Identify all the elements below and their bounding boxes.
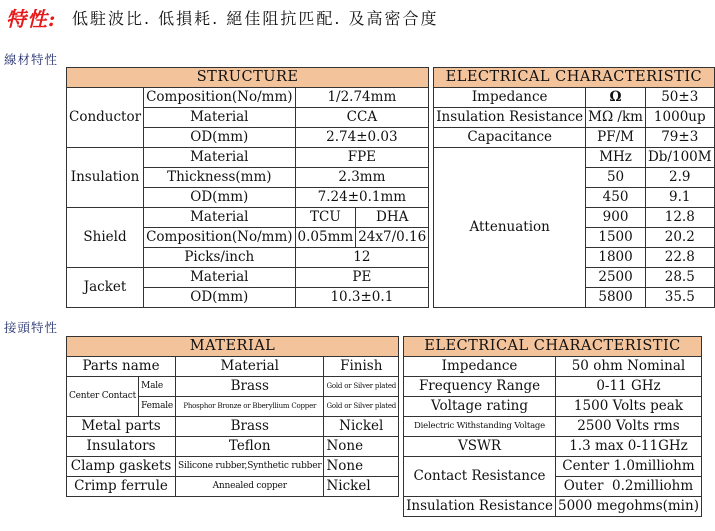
insulation-resistance-unit: MΩ /km bbox=[586, 108, 646, 128]
capacitance-label: Capacitance bbox=[434, 128, 586, 148]
spec-value: DHA bbox=[356, 208, 429, 228]
electrical-value: 0-11 GHz bbox=[555, 377, 701, 397]
insulation-resistance-label: Insulation Resistance bbox=[434, 108, 586, 128]
cable-spec-table bbox=[66, 67, 715, 308]
female-label: Female bbox=[139, 397, 176, 417]
male-label: Male bbox=[139, 377, 176, 397]
attenuation-freq: 1800 bbox=[586, 248, 646, 268]
conductor-group-label: Conductor bbox=[67, 88, 144, 148]
spec-label: OD(mm) bbox=[144, 188, 295, 208]
electrical-label: Voltage rating bbox=[404, 397, 556, 417]
attenuation-db: 2.9 bbox=[645, 168, 714, 188]
electrical-value: 1500 Volts peak bbox=[555, 397, 701, 417]
electrical-label: Frequency Range bbox=[404, 377, 556, 397]
spec-label: Composition(No/mm) bbox=[144, 228, 295, 248]
part-finish: None bbox=[324, 457, 399, 477]
connector-insulation-resistance-label: Insulation Resistance bbox=[404, 497, 556, 517]
attenuation-db: 20.2 bbox=[645, 228, 714, 248]
spec-label: Material bbox=[144, 268, 295, 288]
contact-resistance-label: Contact Resistance bbox=[404, 457, 556, 497]
part-finish: Gold or Silver plated bbox=[324, 377, 399, 397]
insulation-group-label: Insulation bbox=[67, 148, 144, 208]
part-material: Silicone rubber,Synthetic rubber bbox=[176, 457, 324, 477]
attenuation-freq: 50 bbox=[586, 168, 646, 188]
spec-value: 12 bbox=[295, 248, 429, 268]
attenuation-freq: 1500 bbox=[586, 228, 646, 248]
attenuation-col-db: Db/100M bbox=[645, 148, 714, 168]
spec-value: CCA bbox=[295, 108, 429, 128]
spec-value: 1/2.74mm bbox=[295, 88, 429, 108]
spec-value: 0.05mm bbox=[295, 228, 356, 248]
part-finish: Nickel bbox=[324, 477, 399, 497]
finish-column-header: Finish bbox=[324, 357, 399, 377]
spec-label: Composition(No/mm) bbox=[144, 88, 295, 108]
attenuation-db: 28.5 bbox=[645, 268, 714, 288]
impedance-unit: Ω bbox=[586, 88, 646, 108]
attenuation-db: 22.8 bbox=[645, 248, 714, 268]
shield-group-label: Shield bbox=[67, 208, 144, 268]
part-finish: Gold or Silver plated bbox=[324, 397, 399, 417]
material-column-header: Material bbox=[176, 357, 324, 377]
part-material: Phosphor Bronze or Bberyllium Copper bbox=[176, 397, 324, 417]
spec-label: Thickness(mm) bbox=[144, 168, 295, 188]
electrical-label: Dielectric Withstanding Voltage bbox=[404, 417, 556, 437]
spec-value: 2.3mm bbox=[295, 168, 429, 188]
part-finish: Nickel bbox=[324, 417, 399, 437]
spec-label: OD(mm) bbox=[144, 288, 295, 308]
impedance-label: Impedance bbox=[434, 88, 586, 108]
electrical-value: 50 ohm Nominal bbox=[555, 357, 701, 377]
connector-electrical-header: ELECTRICAL CHARACTERISTIC bbox=[404, 337, 702, 357]
spec-value: FPE bbox=[295, 148, 429, 168]
electrical-value: 2500 Volts rms bbox=[555, 417, 701, 437]
spec-value: PE bbox=[295, 268, 429, 288]
attenuation-col-freq: MHz bbox=[586, 148, 646, 168]
page-title: 特性: bbox=[6, 7, 57, 31]
attenuation-db: 35.5 bbox=[645, 288, 714, 308]
part-material: Teflon bbox=[176, 437, 324, 457]
spec-label: Material bbox=[144, 148, 295, 168]
electrical-value: 1.3 max 0-11GHz bbox=[555, 437, 701, 457]
cable-section-label: 線材特性 bbox=[4, 52, 59, 67]
center-contact-label: Center Contact bbox=[67, 377, 139, 417]
material-header: MATERIAL bbox=[67, 337, 399, 357]
electrical-header: ELECTRICAL CHARACTERISTIC bbox=[434, 68, 714, 88]
spec-label: Material bbox=[144, 108, 295, 128]
part-material: Annealed copper bbox=[176, 477, 324, 497]
part-name: Insulators bbox=[67, 437, 176, 457]
connector-insulation-resistance-value: 5000 megohms(min) bbox=[555, 497, 701, 517]
impedance-value: 50±3 bbox=[645, 88, 714, 108]
spec-value: 7.24±0.1mm bbox=[295, 188, 429, 208]
spec-value: 24x7/0.16 bbox=[356, 228, 429, 248]
attenuation-freq: 900 bbox=[586, 208, 646, 228]
attenuation-freq: 2500 bbox=[586, 268, 646, 288]
connector-spec-table bbox=[66, 336, 702, 517]
capacitance-value: 79±3 bbox=[645, 128, 714, 148]
spec-value: 2.74±0.03 bbox=[295, 128, 429, 148]
part-name: Metal parts bbox=[67, 417, 176, 437]
spec-value: TCU bbox=[295, 208, 356, 228]
spec-label: Picks/inch bbox=[144, 248, 295, 268]
connector-section-label: 接頭特性 bbox=[4, 320, 59, 335]
contact-resistance-center: Center 1.0milliohm bbox=[555, 457, 701, 477]
jacket-group-label: Jacket bbox=[67, 268, 144, 308]
attenuation-db: 12.8 bbox=[645, 208, 714, 228]
electrical-label: VSWR bbox=[404, 437, 556, 457]
feature-summary: 低駐波比. 低損耗. 絕佳阻抗匹配. 及高密合度 bbox=[72, 9, 439, 28]
part-finish: None bbox=[324, 437, 399, 457]
spec-value: 10.3±0.1 bbox=[295, 288, 429, 308]
attenuation-freq: 450 bbox=[586, 188, 646, 208]
spec-label: OD(mm) bbox=[144, 128, 295, 148]
part-name: Clamp gaskets bbox=[67, 457, 176, 477]
attenuation-freq: 5800 bbox=[586, 288, 646, 308]
contact-resistance-outer: Outer 0.2milliohm bbox=[555, 477, 701, 497]
attenuation-label: Attenuation bbox=[434, 148, 586, 308]
part-material: Brass bbox=[176, 417, 324, 437]
part-material: Brass bbox=[176, 377, 324, 397]
part-name: Crimp ferrule bbox=[67, 477, 176, 497]
parts-column-header: Parts name bbox=[67, 357, 176, 377]
attenuation-db: 9.1 bbox=[645, 188, 714, 208]
structure-header: STRUCTURE bbox=[67, 68, 429, 88]
electrical-label: Impedance bbox=[404, 357, 556, 377]
insulation-resistance-value: 1000up bbox=[645, 108, 714, 128]
capacitance-unit: PF/M bbox=[586, 128, 646, 148]
spec-label: Material bbox=[144, 208, 295, 228]
